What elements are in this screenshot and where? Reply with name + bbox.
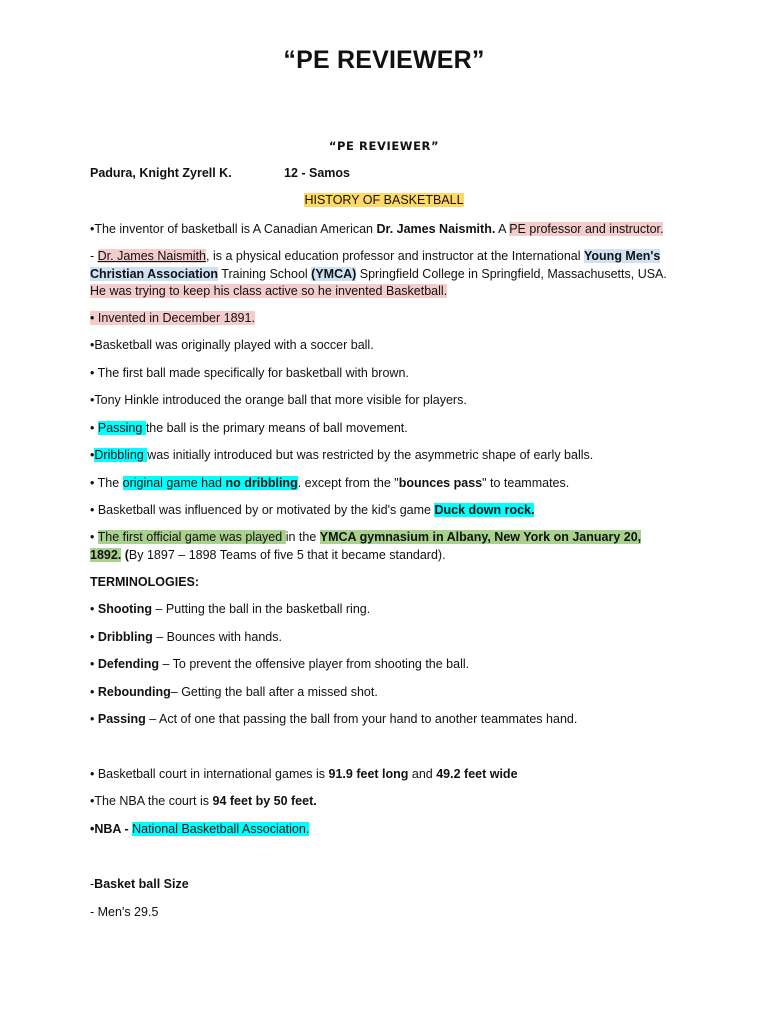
ball-size-heading: -Basket ball Size — [90, 877, 189, 891]
term-dribbling: • Dribbling – Bounces with hands. — [90, 630, 282, 644]
paragraph-nba-court: •The NBA the court is 94 feet by 50 feet. — [90, 794, 317, 808]
student-section: 12 - Samos — [284, 166, 351, 180]
paragraph-passing: • Passing the ball is the primary means of ball movement. — [90, 421, 408, 435]
paragraph-dribbling: •Dribbling was initially introduced but was restricted by the asymmetric shape of early balls. — [90, 448, 594, 462]
paragraph-inventor: •The inventor of basketball is A Canadian American Dr. James Naismith. A PE professor and instructor. — [90, 222, 664, 236]
paragraph-naismith: - Dr. James Naismith, is a physical education professor and instructor at the International Young Men's Christian Association Training School (YMCA) Springfield College in Springfield, Massachusetts, USA. He was trying to keep his class active so he invented Basketball. — [90, 249, 667, 298]
paragraph-first-ball: • The first ball made specifically for basketball with brown. — [90, 366, 409, 380]
paragraph-soccer-ball: •Basketball was originally played with a soccer ball. — [90, 338, 374, 352]
ball-size-mens: - Men's 29.5 — [90, 905, 159, 919]
paragraph-duck-down-rock: • Basketball was influenced by or motivated by the kid's game Duck down rock. — [90, 503, 535, 517]
paragraph-tony-hinkle: •Tony Hinkle introduced the orange ball that more visible for players. — [90, 393, 467, 407]
term-rebounding: • Rebounding– Getting the ball after a missed shot. — [90, 685, 378, 699]
term-shooting: • Shooting – Putting the ball in the basketball ring. — [90, 602, 371, 616]
topic-heading-text: HISTORY OF BASKETBALL — [304, 193, 464, 207]
topic-heading — [0, 193, 768, 207]
paragraph-original-game: • The original game had no dribbling. except from the "bounces pass" to teammates. — [90, 476, 570, 490]
student-name: Padura, Knight Zyrell K. — [90, 166, 232, 180]
paragraph-first-official-game: • The first official game was played in the YMCA gymnasium in Albany, New York on January 20, 1892. (By 1897 – 1898 Teams of five 5 that it became standard). — [90, 530, 642, 562]
document-subtitle: “PE REVIEWER” — [328, 139, 440, 153]
paragraph-international-court: • Basketball court in international games is 91.9 feet long and 49.2 feet wide — [90, 767, 518, 781]
page-title: “PE REVIEWER” — [283, 46, 485, 74]
paragraph-nba-definition: •NBA - National Basketball Association. — [90, 822, 310, 836]
terminologies-heading: TERMINOLOGIES: — [90, 575, 200, 589]
paragraph-invented: • Invented in December 1891. — [90, 311, 255, 325]
term-passing: • Passing – Act of one that passing the ball from your hand to another teammates hand. — [90, 712, 578, 726]
term-defending: • Defending – To prevent the offensive player from shooting the ball. — [90, 657, 470, 671]
